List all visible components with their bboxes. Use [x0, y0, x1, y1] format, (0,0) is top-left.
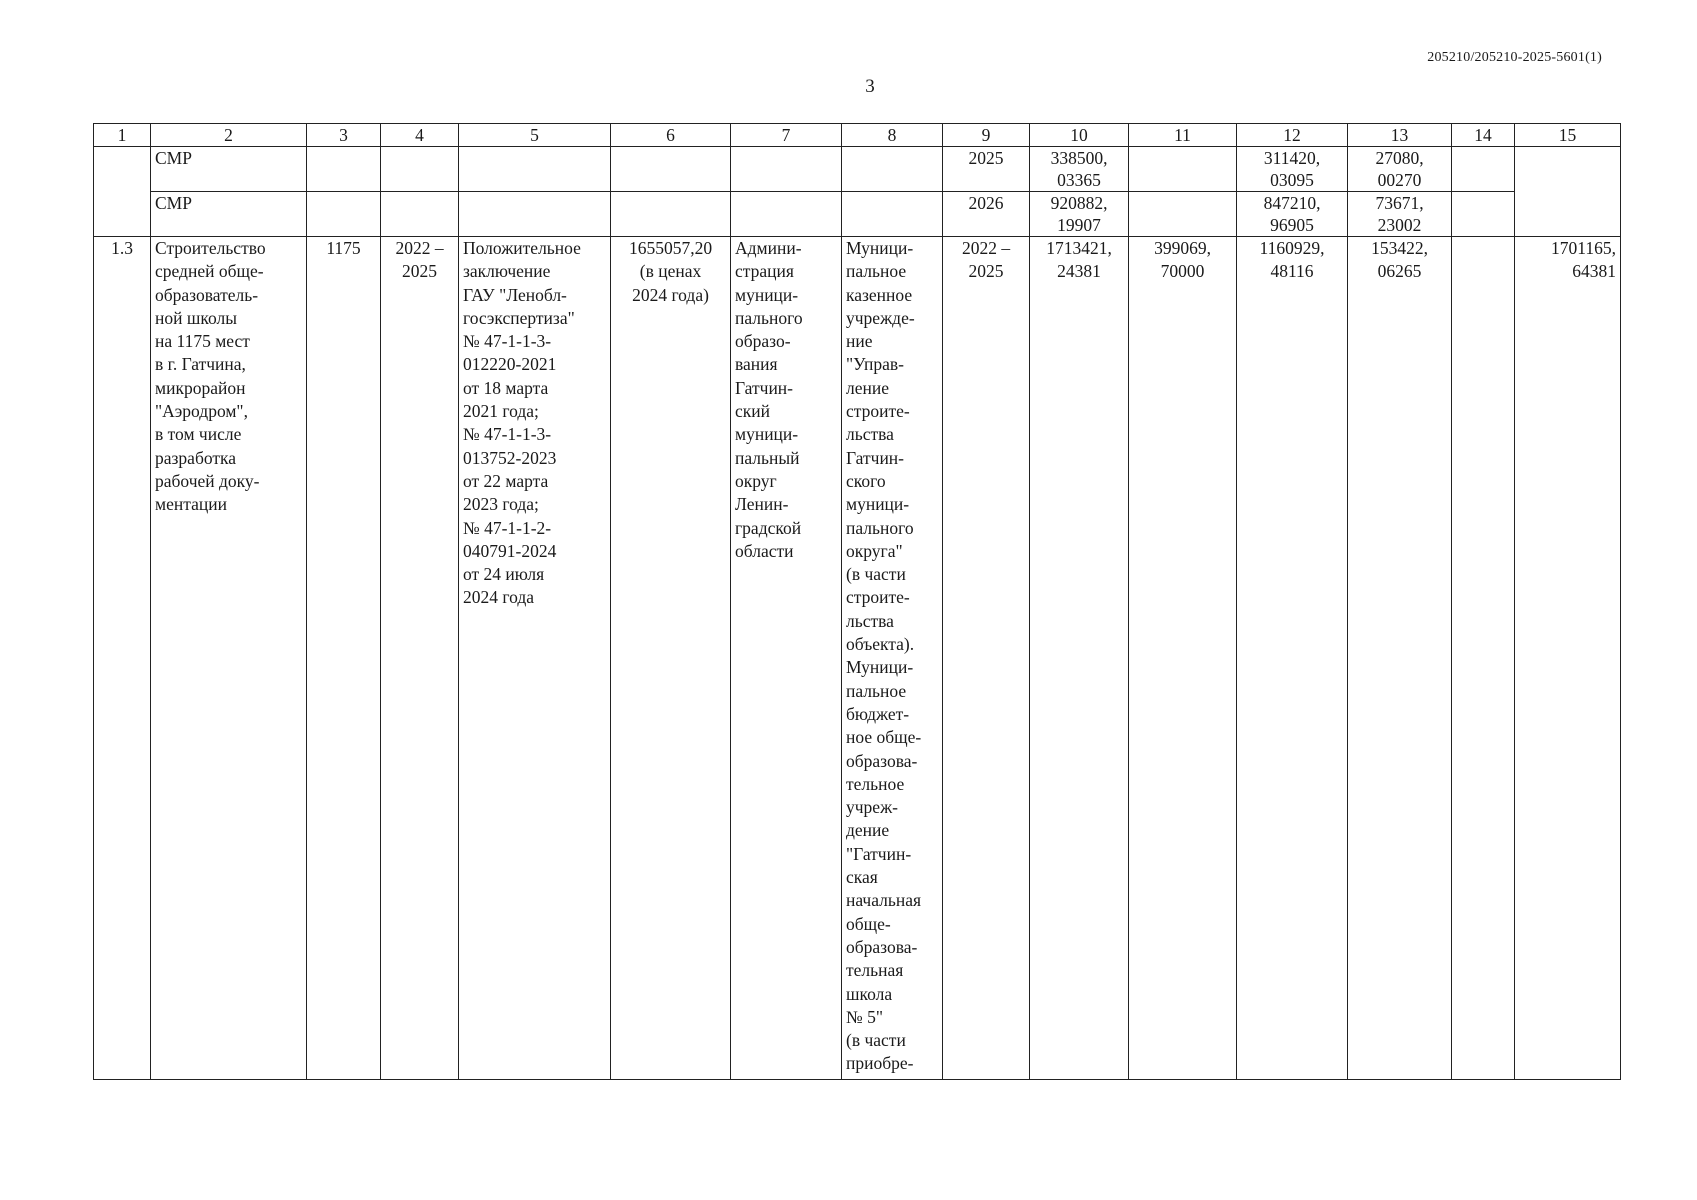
text-line: казенное: [846, 284, 913, 305]
text-line: Муници-: [846, 657, 914, 678]
text-line: на 1175 мест: [155, 331, 250, 352]
text-line: образователь-: [155, 284, 259, 305]
col11-value: [1129, 237, 1237, 1080]
text-line: 2024 года): [632, 284, 709, 305]
empty-cell: [1452, 192, 1515, 237]
empty-cell: [1452, 147, 1515, 192]
text-line: 2022 –: [395, 238, 444, 258]
text-line: бюджет-: [846, 703, 910, 724]
text-line: Строительство: [155, 238, 266, 258]
text-line: 64381: [1572, 261, 1616, 282]
empty-cell: [731, 192, 842, 237]
text-line: начальная: [846, 890, 922, 911]
column-number: 15: [1515, 124, 1621, 147]
text-line: 70000: [1160, 261, 1205, 282]
column-number: 7: [731, 124, 842, 147]
text-line: округа": [846, 540, 903, 561]
text-line: госэкспертиза": [463, 307, 575, 328]
empty-cell: [94, 147, 151, 237]
text-line: микрорайон: [155, 377, 246, 398]
text-line: округ: [735, 470, 777, 491]
column-number: 9: [943, 124, 1030, 147]
empty-cell: [307, 147, 381, 192]
smr-year: 2025: [943, 147, 1030, 192]
text-line: пального: [735, 307, 803, 328]
text-line: объекта).: [846, 634, 915, 655]
text-line: Админи-: [735, 238, 802, 258]
text-line: вания: [735, 354, 778, 375]
col12-value: [1237, 237, 1348, 1080]
table-row-smr-2025: [94, 147, 1621, 192]
text-line: муници-: [846, 494, 910, 515]
text-line: 24381: [1057, 261, 1101, 282]
administrator: [731, 237, 842, 1080]
col10-value: [1030, 237, 1129, 1080]
empty-cell: [731, 147, 842, 192]
column-number: 12: [1237, 124, 1348, 147]
empty-cell: [307, 192, 381, 237]
text-line: 012220-2021: [463, 354, 557, 375]
text-line: ние: [846, 331, 873, 352]
text-line: разработка: [155, 447, 237, 468]
column-number: 6: [611, 124, 731, 147]
text-line: льства: [846, 424, 894, 445]
text-line: "Управ-: [846, 354, 904, 375]
estimated-cost: [611, 237, 731, 1080]
text-line: средней обще-: [155, 261, 264, 282]
empty-cell: [381, 147, 459, 192]
column-number: 10: [1030, 124, 1129, 147]
text-line: "Аэродром",: [155, 401, 248, 422]
row-number: 1.3: [94, 237, 151, 1080]
text-line: ление: [846, 377, 889, 398]
text-line: учреж-: [846, 797, 898, 818]
text-line: 1701165,: [1551, 238, 1616, 258]
text-line: ной школы: [155, 307, 237, 328]
text-line: страция: [735, 261, 794, 282]
text-line: Гатчин-: [735, 377, 794, 398]
column-number: 14: [1452, 124, 1515, 147]
text-line: обще-: [846, 913, 891, 934]
empty-cell: [1129, 192, 1237, 237]
text-line: рабочей доку-: [155, 470, 260, 491]
text-line: строите-: [846, 401, 910, 422]
text-line: № 5": [846, 1006, 883, 1027]
text-line: образо-: [735, 331, 791, 352]
smr-year: 2026: [943, 192, 1030, 237]
text-line: № 47-1-1-3-: [463, 424, 552, 445]
column-number-row: [94, 124, 1621, 147]
text-line: Ленин-: [735, 494, 789, 515]
column-number: 5: [459, 124, 611, 147]
smr-col12: 311420, 03095: [1237, 147, 1348, 192]
text-line: 1713421,: [1046, 238, 1112, 258]
empty-cell: [842, 192, 943, 237]
text-line: в г. Гатчина,: [155, 354, 246, 375]
text-line: ГАУ "Ленобл-: [463, 284, 567, 305]
text-line: Гатчин-: [846, 447, 905, 468]
text-line: (в части: [846, 564, 906, 585]
text-line: № 47-1-1-3-: [463, 331, 552, 352]
text-line: от 18 марта: [463, 377, 549, 398]
empty-cell: [1515, 147, 1621, 237]
text-line: 2022 –: [961, 238, 1011, 258]
text-line: ментации: [155, 494, 227, 515]
col14-value: [1452, 237, 1515, 1080]
text-line: пальный: [735, 447, 800, 468]
text-line: образова-: [846, 936, 918, 957]
table-row-1-3: [94, 237, 1621, 1080]
column-number: 3: [307, 124, 381, 147]
text-line: тельное: [846, 773, 905, 794]
text-line: ская: [846, 867, 878, 888]
period: [381, 237, 459, 1080]
text-line: пального: [846, 517, 914, 538]
text-line: школа: [846, 983, 893, 1004]
text-line: 06265: [1377, 261, 1422, 282]
object-name: [151, 237, 307, 1080]
text-line: заключение: [463, 261, 551, 282]
text-line: в том числе: [155, 424, 242, 445]
text-line: 2025: [402, 261, 437, 282]
smr-col13: 73671, 23002: [1348, 192, 1452, 237]
smr-label: СМР: [151, 147, 307, 192]
text-line: области: [735, 540, 794, 561]
text-line: ное обще-: [846, 727, 922, 748]
text-line: ского: [846, 470, 886, 491]
text-line: 1655057,20: [628, 238, 713, 258]
text-line: 2023 года;: [463, 494, 539, 515]
text-line: строите-: [846, 587, 910, 608]
customer: [842, 237, 943, 1080]
column-number: 13: [1348, 124, 1452, 147]
column-number: 2: [151, 124, 307, 147]
document-id: 205210/205210-2025-5601(1): [1427, 50, 1602, 65]
smr-col10: 338500, 03365: [1030, 147, 1129, 192]
col15-value: [1515, 237, 1621, 1080]
text-line: Положительное: [463, 238, 581, 258]
smr-label: СМР: [151, 192, 307, 237]
text-line: 013752-2023: [463, 447, 557, 468]
text-line: тельная: [846, 960, 904, 981]
text-line: учрежде-: [846, 307, 915, 328]
smr-col13: 27080, 00270: [1348, 147, 1452, 192]
years: [943, 237, 1030, 1080]
investment-table: [93, 123, 1621, 1080]
empty-cell: [459, 147, 611, 192]
text-line: от 24 июля: [463, 564, 545, 585]
empty-cell: [842, 147, 943, 192]
text-line: 2024 года: [463, 587, 535, 608]
column-number: 1: [94, 124, 151, 147]
column-number: 8: [842, 124, 943, 147]
column-number: 4: [381, 124, 459, 147]
empty-cell: [1129, 147, 1237, 192]
text-line: 48116: [1270, 261, 1314, 282]
smr-col10: 920882, 19907: [1030, 192, 1129, 237]
text-line: пальное: [846, 261, 907, 282]
expertise: [459, 237, 611, 1080]
capacity: 1175: [307, 237, 381, 1080]
text-line: 1160929,: [1259, 238, 1325, 258]
text-line: (в части: [846, 1030, 906, 1051]
page-number: 3: [865, 76, 875, 97]
text-line: дение: [846, 820, 890, 841]
table-row-smr-2026: [94, 192, 1621, 237]
text-line: "Гатчин-: [846, 843, 912, 864]
text-line: льства: [846, 610, 894, 631]
column-number: 11: [1129, 124, 1237, 147]
text-line: муници-: [735, 284, 799, 305]
text-line: (в ценах: [639, 261, 702, 282]
smr-col12: 847210, 96905: [1237, 192, 1348, 237]
text-line: 2021 года;: [463, 401, 539, 422]
empty-cell: [611, 147, 731, 192]
text-line: 040791-2024: [463, 540, 557, 561]
col13-value: [1348, 237, 1452, 1080]
text-line: 153422,: [1371, 238, 1428, 258]
empty-cell: [459, 192, 611, 237]
text-line: пальное: [846, 680, 907, 701]
text-line: ский: [735, 401, 770, 422]
text-line: от 22 марта: [463, 470, 549, 491]
text-line: образова-: [846, 750, 918, 771]
text-line: № 47-1-1-2-: [463, 517, 552, 538]
empty-cell: [381, 192, 459, 237]
empty-cell: [611, 192, 731, 237]
text-line: муници-: [735, 424, 799, 445]
text-line: приобре-: [846, 1053, 914, 1074]
text-line: 399069,: [1154, 238, 1211, 258]
text-line: Муници-: [846, 238, 914, 258]
text-line: градской: [735, 517, 802, 538]
text-line: 2025: [968, 261, 1004, 282]
